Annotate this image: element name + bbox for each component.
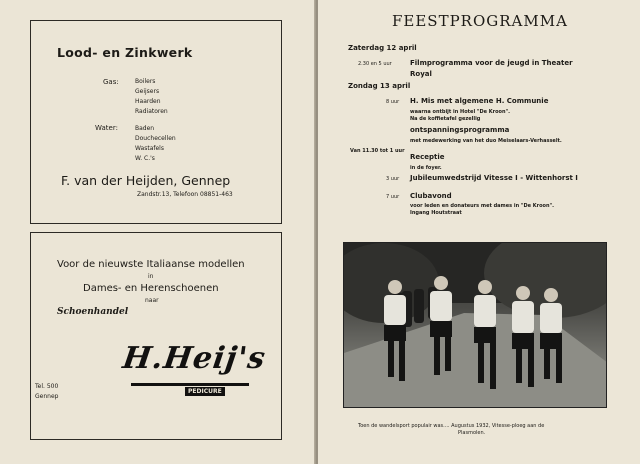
logo-underline [131,383,249,386]
event-detail: Ingang Houtstraat [410,210,462,216]
event-detail: Na de koffietafel gezellig [410,116,481,122]
event-time: Van 11.30 tot 1 uur [350,148,405,154]
water-label: Water: [95,124,118,132]
heijs-logo [120,341,269,401]
event-time: 8 uur [386,99,400,105]
ad-zinkwerk [30,20,282,224]
event-title-cont: Royal [410,70,432,78]
ad-schoenen-line: in [148,273,154,280]
shop-city: Gennep [35,393,59,400]
ad-zinkwerk-title: Lood- en Zinkwerk [57,45,193,60]
event-time: 3 uur [386,176,400,182]
ad-schoenen-line: Voor de nieuwste Italiaanse modellen [57,259,245,270]
gas-item: Haarden [135,98,161,105]
team-photo-drawing [344,243,607,408]
program-title: FEESTPROGRAMMA [392,12,568,30]
event-time: 2.30 en 5 uur [358,61,392,67]
company-name: F. van der Heijden, Gennep [61,173,231,188]
event-title: H. Mis met algemene H. Communie [410,97,549,105]
event-title: Clubavond [410,192,452,200]
photo-caption: Toen de wandelsport populair was.... Augustus 1932, Vitesse-ploeg aan de [358,423,545,429]
ad-schoenen [30,232,282,440]
ad-schoenen-line: Dames- en Herenschoenen [83,283,219,294]
gas-item: Radiatoren [135,108,168,115]
event-title: Filmprogramma voor de jeugd in Theater [410,59,573,67]
gas-item: Geijsers [135,88,160,95]
event-detail: met medewerking van het duo Meiselaars-Verhasselt. [410,138,562,144]
logo-text: H.Heij's [120,341,269,376]
event-time: 7 uur [386,194,400,200]
gas-item: Boilers [135,78,156,85]
shop-phone: Tel. 500 [35,383,59,390]
event-detail: waarna ontbijt in Hotel "De Kroon". [410,109,511,115]
logo-sub: PEDICURE [185,387,225,396]
day-heading: Zaterdag 12 april [348,44,417,52]
water-item: W. C.'s [135,155,155,162]
company-address: Zandstr.13, Telefoon 08851-463 [137,191,233,198]
ad-schoenen-line: naar [145,297,159,304]
event-title: ontspanningsprogramma [410,126,510,134]
event-detail: in de foyer. [410,165,442,171]
team-photo [343,242,607,408]
photo-caption-cont: Plasmolen. [458,430,486,436]
event-title: Receptie [410,153,445,161]
water-item: Baden [135,125,155,132]
water-item: Wastafels [135,145,164,152]
shop-name: Schoenhandel [57,307,129,317]
event-detail: voor leden en donateurs met dames in "De Kroon". [410,203,555,209]
gas-label: Gas: [103,78,119,86]
left-page [0,0,316,464]
day-heading: Zondag 13 april [348,82,411,90]
event-title: Jubileumwedstrijd Vitesse I - Wittenhorst I [410,174,578,182]
water-item: Douchecellen [135,135,176,142]
